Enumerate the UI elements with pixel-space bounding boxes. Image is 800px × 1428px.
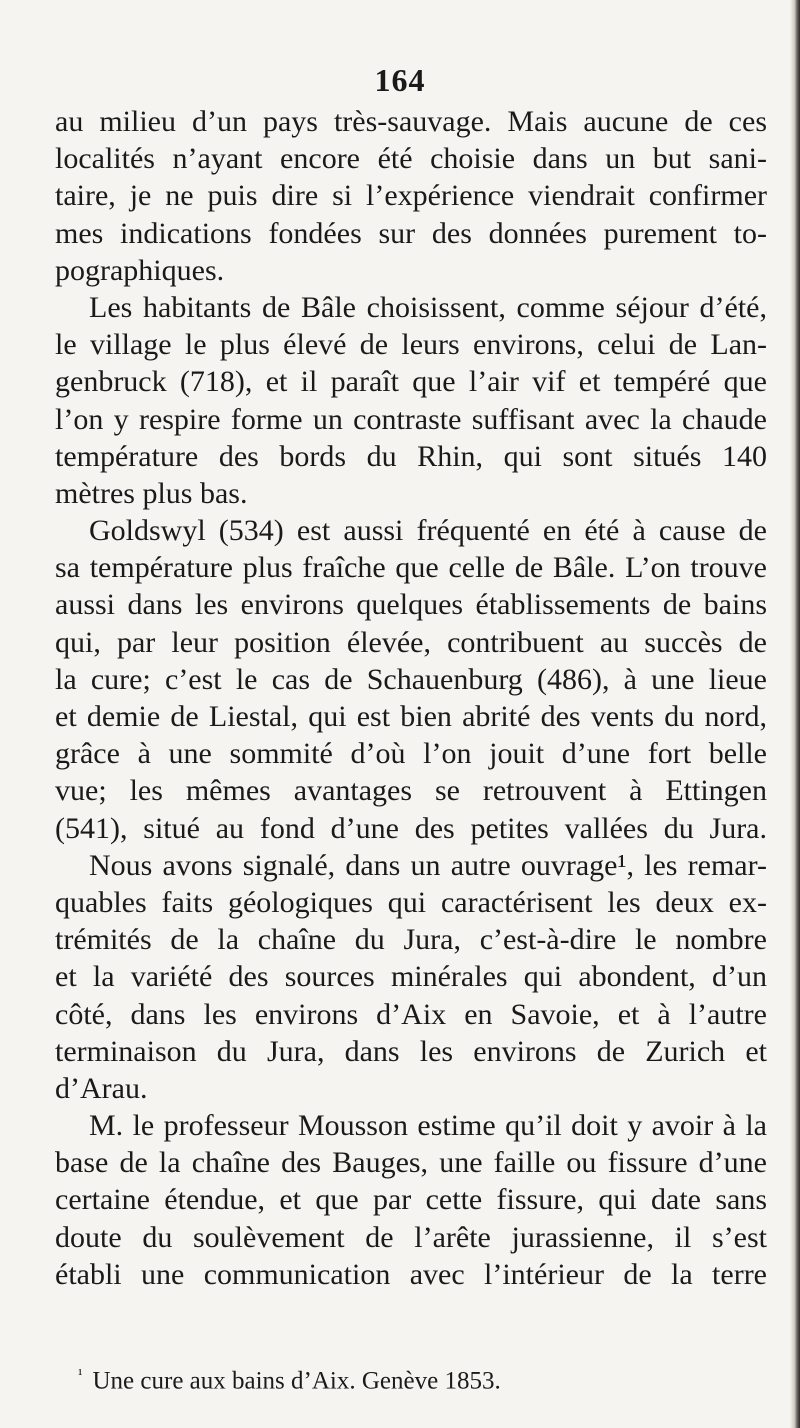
- text-line: et la variété des sources minérales qui abondent, d’un: [55, 960, 767, 994]
- text-line: Les habitants de Bâle choisissent, comme séjour d’été,: [89, 290, 767, 324]
- text-line: aussi dans les environs quelques établissements de bains: [55, 588, 767, 622]
- text-line: et demie de Liestal, qui est bien abrité des vents du nord,: [55, 700, 767, 733]
- page-number: 164: [374, 62, 426, 98]
- text-line: vue; les mêmes avantages se retrouvent à Ettingen: [55, 774, 767, 808]
- text-line: mètres plus bas.: [55, 476, 248, 510]
- text-line: côté, dans les environs d’Aix en Savoie, et à l’autre: [55, 997, 767, 1031]
- text-line: Nous avons signalé, dans un autre ouvrage¹, les remar-: [89, 848, 767, 882]
- text-line: d’Arau.: [55, 1071, 148, 1105]
- text-line: doute du soulèvement de l’arête jurassienne, il s’est: [55, 1220, 767, 1254]
- text-line: base de la chaîne des Bauges, une faille ou fissure d’une: [55, 1146, 767, 1180]
- text-line: genbruck (718), et il paraît que l’air vif et tempéré que: [55, 365, 767, 399]
- text-line: mes indications fondées sur des données purement to-: [55, 216, 767, 250]
- text-line: l’on y respire forme un contraste suffisant avec la chaude: [55, 402, 767, 436]
- text-line: quables faits géologiques qui caractérisent les deux ex-: [55, 885, 767, 919]
- text-line: grâce à une sommité d’où l’on jouit d’une fort belle: [55, 737, 767, 771]
- text-line: terminaison du Jura, dans les environs de Zurich et: [55, 1034, 767, 1068]
- text-line: taire, je ne puis dire si l’expérience viendrait confirmer: [55, 179, 767, 213]
- text-line: la cure; c’est le cas de Schauenburg (486), à une lieue: [55, 662, 767, 696]
- body-text: [55, 103, 767, 1293]
- text-line: certaine étendue, et que par cette fissure, qui date sans: [55, 1183, 767, 1217]
- text-line: pographiques.: [55, 253, 225, 287]
- text-line: établi une communication avec l’intérieur de la terre: [55, 1257, 767, 1291]
- text-line: (541), situé au fond d’une des petites vallées du Jura.: [55, 811, 767, 845]
- text-line: sa température plus fraîche que celle de Bâle. L’on trouve: [55, 551, 767, 585]
- page-edge-shadow: [790, 0, 800, 1428]
- text-line: au milieu d’un pays très-sauvage. Mais aucune de ces: [55, 105, 767, 138]
- text-line: le village le plus élevé de leurs environs, celui de Lan-: [55, 328, 767, 362]
- text-line: Goldswyl (534) est aussi fréquenté en été à cause de: [89, 514, 767, 548]
- text-line: localités n’ayant encore été choisie dans un but sani-: [55, 142, 767, 176]
- text-line: trémités de la chaîne du Jura, c’est-à-dire le nombre: [55, 923, 767, 957]
- text-line: M. le professeur Mousson estime qu’il doit y avoir à la: [89, 1109, 767, 1143]
- footnote-text: Une cure aux bains d’Aix. Genève 1853.: [92, 1367, 501, 1395]
- text-line: qui, par leur position élevée, contribuent au succès de: [55, 625, 767, 659]
- footnote-mark: ¹: [78, 1367, 83, 1383]
- text-line: température des bords du Rhin, qui sont situés 140: [55, 439, 767, 473]
- footnote: [78, 1360, 501, 1396]
